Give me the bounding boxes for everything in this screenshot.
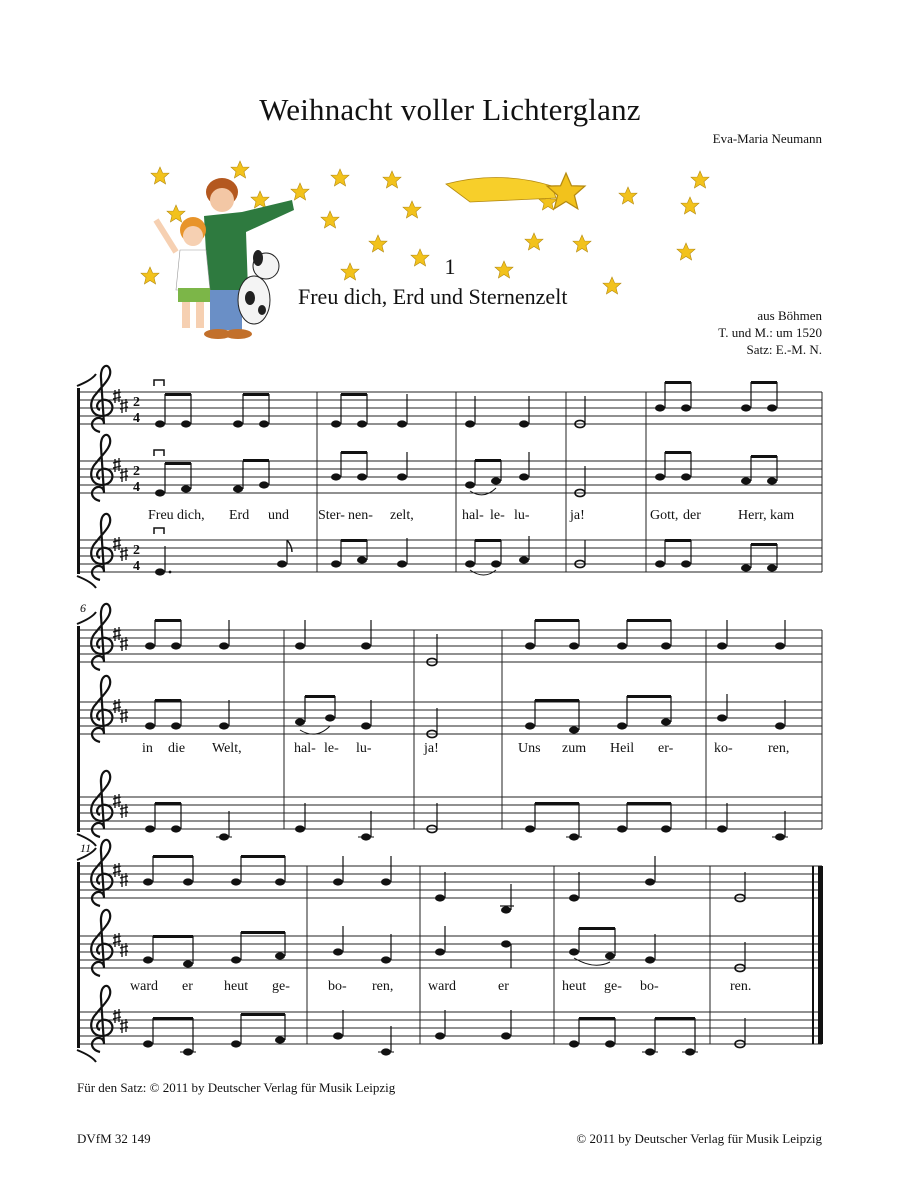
lyric-syllable: die	[168, 741, 186, 756]
lyric-syllable: Heil	[610, 741, 635, 756]
lyric-syllable: der	[683, 508, 701, 523]
lyric-syllable: Uns	[518, 741, 541, 756]
lyric-syllable: hal-	[294, 741, 316, 756]
song-title: Freu dich, Erd und Sternenzelt	[298, 284, 568, 309]
lyric-syllable: bo-	[328, 979, 347, 994]
lyric-syllable: ward	[130, 979, 158, 994]
lyric-syllable: er	[182, 979, 193, 994]
measure-number: 11	[80, 841, 92, 855]
svg-text:4: 4	[133, 480, 140, 495]
copyright-notice: © 2011 by Deutscher Verlag für Musik Leipzig	[576, 1131, 822, 1146]
lyrics-line-2	[142, 741, 789, 756]
lyric-syllable: Welt,	[212, 741, 242, 756]
lyric-syllable: ren.	[730, 979, 752, 994]
lyric-syllable: heut	[562, 979, 587, 994]
music-system-3	[77, 840, 823, 1062]
lyric-syllable: bo-	[640, 979, 659, 994]
lyric-syllable: lu-	[514, 508, 530, 523]
lyric-syllable: in	[142, 741, 153, 756]
svg-text:2: 2	[133, 543, 140, 558]
lyric-syllable: ren,	[768, 741, 790, 756]
lyric-syllable: lu-	[356, 741, 372, 756]
lyric-syllable: zelt,	[390, 508, 414, 523]
measure-number: 6	[80, 601, 86, 615]
lyric-syllable: hal-	[462, 508, 484, 523]
lyric-syllable: Ster-	[318, 508, 345, 523]
song-text-music-credit: T. und M.: um 1520	[718, 325, 822, 340]
lyric-syllable: kam	[770, 508, 795, 523]
lyrics-line-1	[148, 508, 794, 523]
svg-text:4: 4	[133, 411, 140, 426]
lyric-syllable: Erd	[229, 508, 250, 523]
svg-text:2: 2	[133, 395, 140, 410]
song-arrangement-credit: Satz: E.-M. N.	[746, 342, 822, 357]
lyric-syllable: ward	[428, 979, 456, 994]
svg-text:4: 4	[133, 559, 140, 574]
lyric-syllable: dich,	[177, 508, 205, 523]
catalog-number: DVfM 32 149	[77, 1131, 151, 1146]
lyric-syllable: ge-	[604, 979, 622, 994]
lyric-syllable: nen-	[348, 508, 373, 523]
music-system-1	[77, 366, 822, 588]
arrangement-rights-note: Für den Satz: © 2011 by Deutscher Verlag für Musik Leipzig	[77, 1080, 396, 1095]
lyric-syllable: er	[498, 979, 509, 994]
song-number: 1	[444, 254, 456, 279]
down-bow-mark	[154, 380, 164, 386]
lyric-syllable: und	[268, 508, 289, 523]
lyric-syllable: Freu	[148, 508, 174, 523]
lyric-syllable: ja!	[570, 508, 585, 523]
lyric-syllable: er-	[658, 741, 674, 756]
lyric-syllable: Gott,	[650, 508, 679, 523]
lyric-syllable: ja!	[424, 741, 439, 756]
author-name: Eva-Maria Neumann	[712, 131, 822, 146]
svg-text:2: 2	[133, 464, 140, 479]
lyric-syllable: ge-	[272, 979, 290, 994]
lyric-syllable: ren,	[372, 979, 394, 994]
lyric-syllable: Herr,	[738, 508, 767, 523]
music-system-2	[77, 601, 822, 846]
lyric-syllable: heut	[224, 979, 249, 994]
page-title: Weihnacht voller Lichterglanz	[259, 92, 641, 127]
lyric-syllable: zum	[562, 741, 587, 756]
lyric-syllable: le-	[324, 741, 339, 756]
lyric-syllable: le-	[490, 508, 505, 523]
lyrics-line-3	[130, 979, 751, 994]
lyric-syllable: ko-	[714, 741, 733, 756]
song-origin: aus Böhmen	[757, 308, 822, 323]
